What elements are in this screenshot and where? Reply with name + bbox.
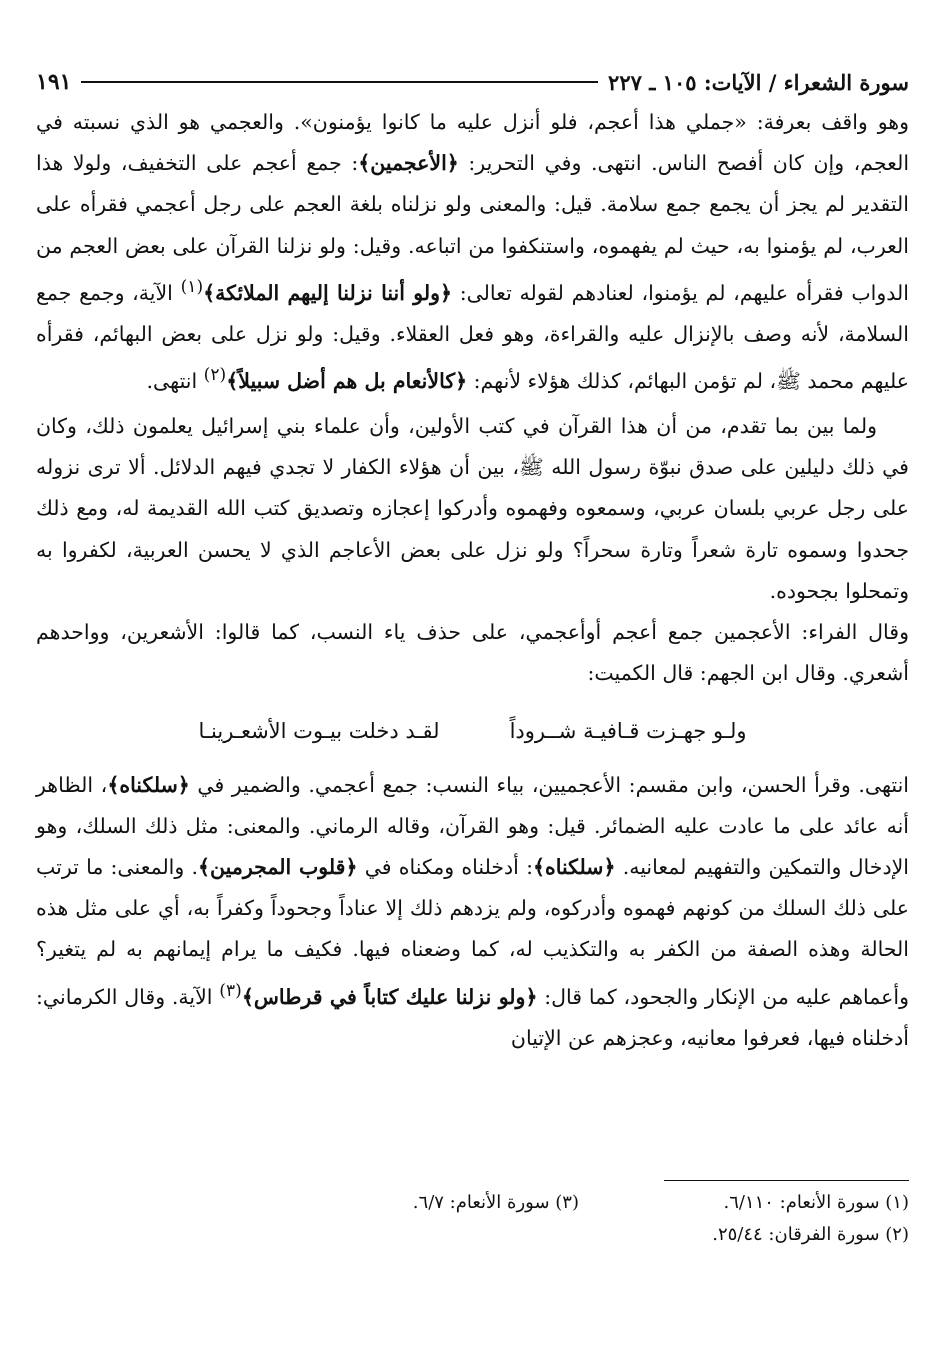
header-rule bbox=[81, 81, 598, 83]
quran-quote: ﴿ولو أننا نزلنا إليهم الملائكة﴾ bbox=[203, 280, 452, 305]
paragraph bbox=[36, 102, 909, 402]
surah-title: سورة الشعراء / الآيات: ١٠٥ ـ ٢٢٧ bbox=[608, 69, 909, 95]
footnote-2: (٢) سورة الفرقان: ٢٥/٤٤. bbox=[712, 1224, 909, 1245]
footnote-rule bbox=[664, 1180, 909, 1181]
text-run: الآية. وقال الكرماني: أدخلناه فيها، فعرفوا معانيه، وعجزهم عن الإتيان bbox=[36, 984, 909, 1050]
text-run: : جمع أعجم على التخفيف، ولولا هذا التقدير لم يجز أن يجمع جمع سلامة. قيل: والمعنى ولو نزلناه بلغة العجم على رجل أعجمي فقرأه على العرب، لم يؤمنوا به، حيث لم يفهموه، واستنكفوا من اتباعه. وقيل: ولو نزلنا القرآن على بعض العجم من الدواب فقرأه عليهم، لم يؤمنوا، لعنادهم لقوله تعالى: bbox=[36, 151, 909, 305]
text-run: : أدخلناه ومكناه في bbox=[357, 854, 533, 879]
paragraph: وقال الفراء: الأعجمين جمع أعجم أوأعجمي، على حذف ياء النسب، كما قالوا: الأشعرين، وواحدهم أشعري. وقال ابن الجهم: قال الكميت: bbox=[36, 620, 909, 686]
text-run: وهو واقف بعرفة: «جملي هذا أعجم، فلو أنزل عليه ما كانوا يؤمنون». والعجمي هو الذي نسبته في العجم، وإن كان أفصح الناس. انتهى. وفي التحرير: bbox=[36, 110, 910, 176]
quran-quote: ﴿ولو نزلنا عليك كتاباً في قرطاس﴾ bbox=[241, 984, 538, 1009]
footnote-3: (٣) سورة الأنعام: ٦/٧. bbox=[412, 1192, 579, 1213]
text-run: الآية، وجمع جمع السلامة، لأنه وصف بالإنزال عليه والقراءة، وهو فعل العقلاء. وقيل: ولو نزل على بعض البهائم، فقرأه عليهم محمد ﷺ، لم تؤمن البهائم، كذلك هؤلاء لأنهم: bbox=[36, 280, 909, 393]
footnote-row bbox=[36, 1219, 909, 1251]
quran-quote: ﴿سلكناه﴾ bbox=[533, 854, 616, 879]
text-run: انتهى. وقرأ الحسن، وابن مقسم: الأعجميين، بياء النسب: جمع أعجمي. والضمير في bbox=[189, 772, 910, 797]
footnote-ref: (١) bbox=[180, 276, 204, 297]
document-page bbox=[36, 62, 909, 1302]
paragraph: ولما بين بما تقدم، من أن هذا القرآن في كتب الأولين، وأن علماء بني إسرائيل يعلمون ذلك، وكان في ذلك دليلين على صدق نبوّة رسول الله ﷺ، بين أن هؤلاء الكفار لا تجدي فيهم الدلائل. ألا ترى نزوله على رجل عربي بلسان عربي، وسمعوه وفهموه وأدركوا إعجازه وتصديق كتب الله القديمة له، ومع ذلك جحدوا وسموه تارة شعراً وتارة سحراً؟ ولو نزل على بعض الأعاجم الذي لا يحسن العربية، لكفروا به وتمحلوا بجحوده. bbox=[36, 414, 909, 603]
page-number: ١٩١ bbox=[36, 69, 72, 95]
poetry-verse bbox=[36, 701, 909, 761]
text-run: انتهى. bbox=[146, 368, 204, 393]
quran-quote: ﴿قلوب المجرمين﴾ bbox=[198, 854, 358, 879]
text-run: ، الظاهر أنه عائد على ما عادت عليه الضمائر. قيل: وهو القرآن، وقاله الرماني. والمعنى: مثل ذلك السلك، وهو الإدخال والتمكين والتفهيم لمعانيه. bbox=[36, 772, 909, 879]
footnote-row bbox=[36, 1187, 909, 1219]
running-header bbox=[36, 62, 909, 102]
footnote-1: (١) سورة الأنعام: ٦/١١٠. bbox=[723, 1192, 909, 1213]
quran-quote: ﴿سلكناه﴾ bbox=[107, 772, 190, 797]
text-run: . والمعنى: ما ترتب على ذلك السلك من كونهم فهموه وأدركوه، ولم يزدهم ذلك إلا عناداً وجحوداً وكفراً به، أي على مثل هذه الحالة وهذه الصفة من الكفر به والتكذيب له، كما وضعناه فيها. فكيف ما يرام إيمانهم به لم يتغير؟ وأعماهم عليه من الإنكار والجحود، كما قال: bbox=[36, 854, 909, 1009]
footnote-ref: (٢) bbox=[203, 365, 227, 386]
main-text bbox=[36, 102, 909, 1059]
quran-quote: ﴿كالأنعام بل هم أضل سبيلاً﴾ bbox=[226, 368, 468, 393]
verse-first-hemistich: ولـو جهـزت قـافيـة شــروداً bbox=[509, 718, 747, 743]
quran-quote: ﴿الأعجمين﴾ bbox=[358, 151, 459, 176]
footnotes bbox=[36, 1180, 909, 1251]
footnote-ref: (٣) bbox=[219, 980, 242, 1001]
verse-second-hemistich: لقـد دخلت بيـوت الأشعـرينـا bbox=[198, 718, 440, 743]
paragraph bbox=[36, 765, 909, 1059]
